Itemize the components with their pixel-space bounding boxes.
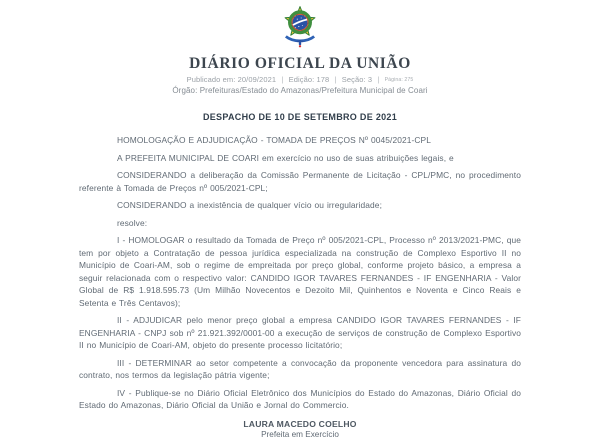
- signature-name: LAURA MACEDO COELHO: [243, 418, 357, 429]
- page-number: Página: 275: [384, 77, 414, 83]
- gazette-masthead: [0, 0, 600, 95]
- paragraph-considerando-2: CONSIDERANDO a inexistência de qualquer vício ou irregularidade;: [117, 200, 382, 210]
- gazette-title: DIÁRIO OFICIAL DA UNIÃO: [189, 55, 411, 72]
- dispatch-document: [79, 112, 521, 439]
- meta-separator: |: [377, 75, 380, 84]
- published-date: Publicado em: 20/09/2021: [186, 75, 277, 84]
- edition-number: Edição: 178: [288, 75, 330, 84]
- brazil-coat-of-arms-icon: [275, 5, 325, 49]
- signature-role: Prefeita em Exercício: [261, 429, 339, 439]
- paragraph-subject: HOMOLOGAÇÃO E ADJUDICAÇÃO - TOMADA DE PREÇOS Nº 0045/2021-CPL: [117, 135, 431, 145]
- paragraph-item-iv: IV - Publique-se no Diário Oficial Eletrônico dos Municípios do Estado do Amazonas, Diário Oficial do Estado do Amazonas, Diário Oficial da União e Jornal do Commercio.: [79, 387, 521, 410]
- paragraph-considerando-1: CONSIDERANDO a deliberação da Comissão Permanente de Licitação - CPL/PMC, no procedimento referente à Tomada de Preços nº 005/2021-CPL;: [79, 170, 521, 193]
- paragraph-item-iii: III - DETERMINAR ao setor competente a convocação da proponente vencedora para assinatura do contrato, nos termos da legislação pátria vigente;: [79, 357, 521, 380]
- paragraph-preamble: A PREFEITA MUNICIPAL DE COARI em exercício no uso de suas atribuições legais, e: [117, 152, 454, 163]
- section-number: Seção: 3: [341, 75, 373, 84]
- paragraph-resolve: resolve:: [117, 217, 148, 228]
- signature-block: [79, 419, 521, 439]
- organ-line: Órgão: Prefeituras/Estado do Amazonas/Prefeitura Municipal de Coari: [172, 86, 428, 95]
- meta-separator: |: [334, 75, 337, 84]
- paragraph-item-ii: II - ADJUDICAR pelo menor preço global a empresa CANDIDO IGOR TAVARES FERNANDES - IF ENGENHARIA - CNPJ sob nº 21.921.392/0001-00 a execução de serviços de construção de Complexo Esportivo II no Município de Coari-AM, objeto do presente processo licitatório;: [79, 315, 521, 350]
- meta-separator: |: [281, 75, 284, 84]
- publication-meta: [0, 75, 600, 84]
- paragraph-item-i: I - HOMOLOGAR o resultado da Tomada de Preço nº 005/2021-CPL, Processo nº 2013/2021-PMC, que tem por objeto a Contratação de pessoa jurídica especializada na construção de Complexo Esportivo II no Município de Coari-AM, sob o regime de empreitada por preço global, conforme projeto básico, a empresa a seguir relacionada com o respectivo valor: CANDIDO IGOR TAVARES FERNANDES - IF ENGENHARIA - Valor Global de R$ 1.918.595.73 (Um Milhão Novecentos e Dezoito Mil, Quinhentos e Noventa e Cinco Reais e Setenta e Três Centavos);: [79, 235, 521, 308]
- dispatch-heading: DESPACHO DE 10 DE SETEMBRO DE 2021: [202, 112, 398, 122]
